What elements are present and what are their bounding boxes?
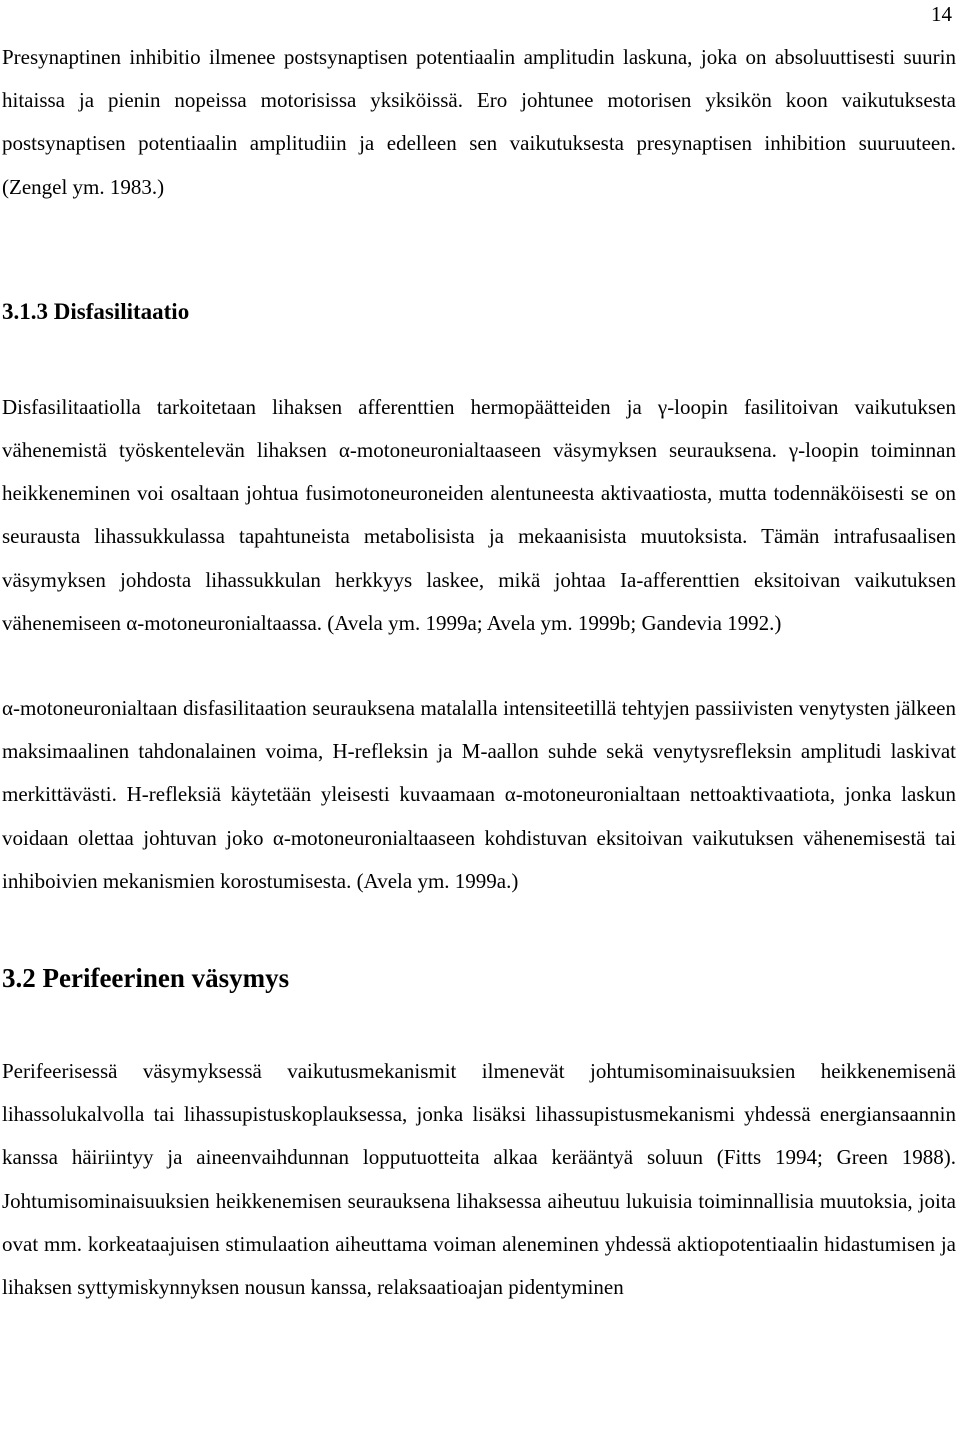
paragraph-disfacilitation-definition: Disfasilitaatiolla tarkoitetaan lihaksen afferenttien hermopäätteiden ja γ-loopin fasilitoivan vaikutuksen vähenemistä työskentelevän lihaksen α-motoneuronialtaaseen väsymyksen seurauksena. γ-loopin toiminnan heikkeneminen voi osaltaan johtua fusimotoneuroneiden alentuneesta aktivaatiosta, mutta todennäköisesti se on seurausta lihassukkulassa tapahtuneista metabolisista ja mekaanisista muutoksista. Tämän intrafusaalisen väsymyksen johdosta lihassukkulan herkkyys laskee, mikä johtaa Ia-afferenttien eksitoivan vaikutuksen vähenemiseen α-motoneuronialtaassa. (Avela ym. 1999a; Avela ym. 1999b; Gandevia 1992.) xyxy=(2,394,956,635)
heading-disfacilitation: 3.1.3 Disfasilitaatio xyxy=(2,298,190,324)
page-number: 14 xyxy=(931,2,952,26)
document-page xyxy=(2,36,956,1309)
paragraph-peripheral-fatigue: Perifeerisessä väsymyksessä vaikutusmekanismit ilmenevät johtumisominaisuuksien heikkenemisenä lihassolukalvolla tai lihassupistuskoplauksessa, jonka lisäksi lihassupistusmekanismi yhdessä energiansaannin kanssa häiriintyy ja aineenvaihdunnan lopputuotteita alkaa kerääntyä soluun (Fitts 1994; Green 1988). Johtumisominaisuuksien heikkenemisen seurauksena lihaksessa aiheutuu lukuisia toiminnallisia muutoksia, joita ovat mm. korkeataajuisen stimulaation aiheuttama voiman aleneminen yhdessä aktiopotentiaalin hidastumisen ja lihaksen syttymiskynnyksen nousun kanssa, relaksaatioajan pidentyminen xyxy=(2,1059,956,1300)
paragraph-presynaptic-inhibition: Presynaptinen inhibitio ilmenee postsynaptisen potentiaalin amplitudin laskuna, joka on absoluuttisesti suurin hitaissa ja pienin nopeissa motorisissa yksiköissä. Ero johtunee motorisen yksikön koon vaikutuksesta postsynaptisen potentiaalin amplitudiin ja edelleen sen vaikutuksesta presynaptisen inhibition suuruuteen. (Zengel ym. 1983.) xyxy=(2,45,956,199)
heading-peripheral-fatigue: 3.2 Perifeerinen väsymys xyxy=(2,963,290,994)
paragraph-alpha-motoneuron-disfacilitation: α-motoneuronialtaan disfasilitaation seurauksena matalalla intensiteetillä tehtyjen passiivisten venytysten jälkeen maksimaalinen tahdonalainen voima, H-refleksin ja M-aallon suhde sekä venytysrefleksin amplitudi laskivat merkittävästi. H-refleksiä käytetään yleisesti kuvaamaan α-motoneuronialtaan nettoaktivaatiota, jonka laskun voidaan olettaa johtuvan joko α-motoneuronialtaaseen kohdistuvan eksitoivan vaikutuksen vähenemisestä tai inhiboivien mekanismien korostumisesta. (Avela ym. 1999a.) xyxy=(2,696,956,893)
